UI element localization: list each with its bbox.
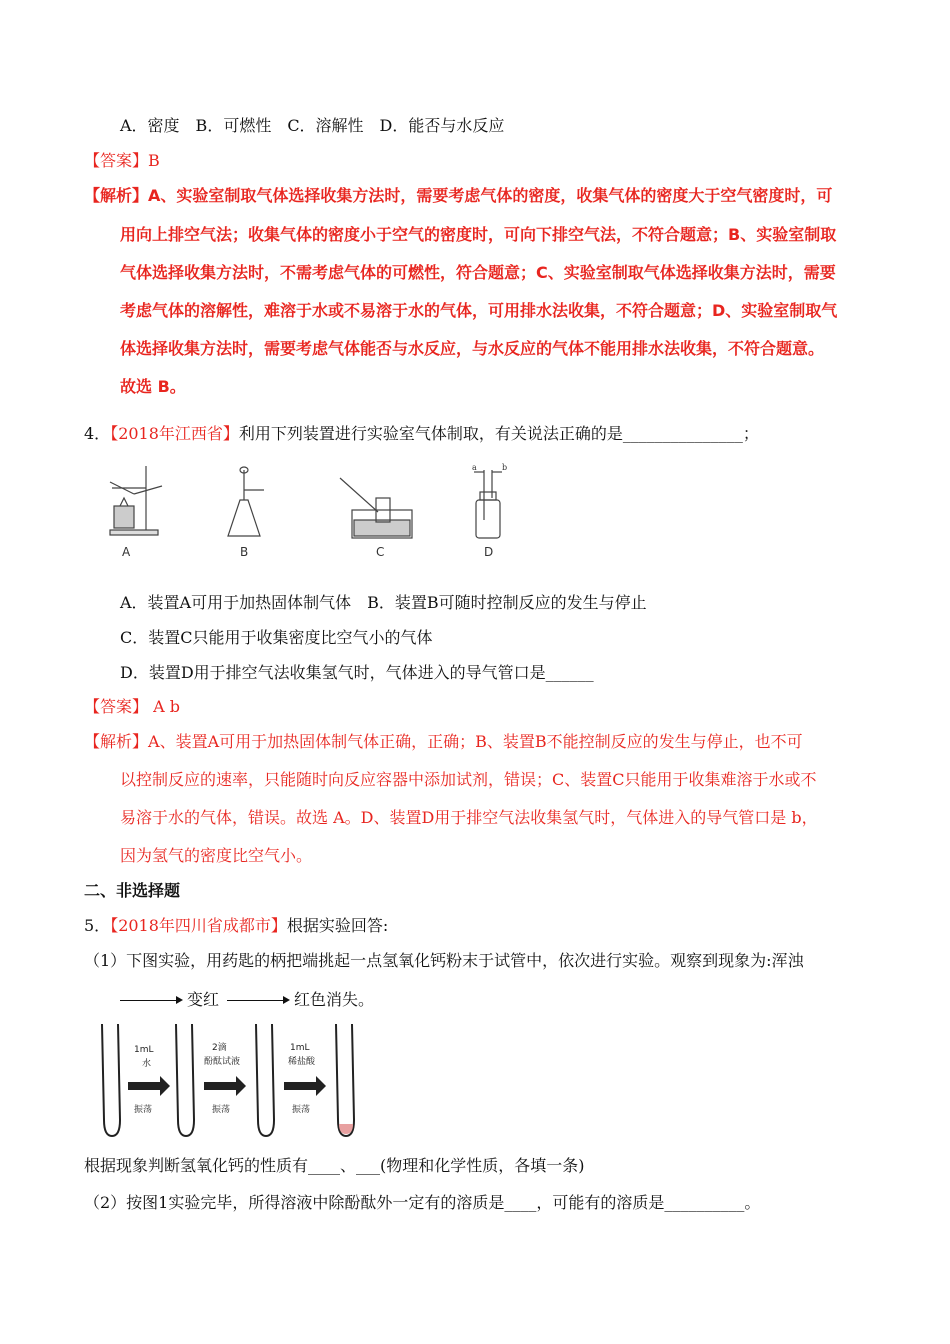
q3-answer [84,151,160,171]
q5-part1-line1: （1）下图实验，用药匙的柄把端挑起一点氢氧化钙粉末于试管中，依次进行实验。观察到现象为:浑浊 [84,951,804,970]
test-tube-figure [98,1020,358,1144]
q3-analysis-line-3: 考虑气体的溶解性，难溶于水或不易溶于水的气体，可用排水法收集，不符合题意；D、实验室制取气 [120,301,838,320]
q4-source: 【2018年江西省】 [110,424,239,443]
q3-analysis-line-2: 气体选择收集方法时，不需考虑气体的可燃性，符合题意；C、实验室制取气体选择收集方法时，需要 [120,263,836,282]
q3-analysis-line-4: 体选择收集方法时，需要考虑气体能否与水反应，与水反应的气体不能用排水法收集，不符合题意。 [120,339,825,358]
tube-label-a: a [472,463,477,472]
q3-options: A．密度 B．可燃性 C．溶解性 D．能否与水反应 [120,116,505,135]
q4-option-ab: A．装置A可用于加热固体制气体 B．装置B可随时控制反应的发生与停止 [120,593,647,612]
figure-label-a: A [122,545,131,559]
q3-analysis-line-1: 用向上排空气法；收集气体的密度小于空气的密度时，可向下排空气法，不符合题意；B、实验室制取 [120,225,837,244]
q3-analysis-line-0: 【解析】A、实验室制取气体选择收集方法时，需要考虑气体的密度，收集气体的密度大于空气密度时，可 [84,186,833,205]
section-title: 二、非选择题 [84,881,181,900]
apparatus-figure [100,460,520,560]
figure-label-b: B [240,545,249,559]
arrow-right-icon [128,1076,170,1096]
analysis-label: 【解析】 [84,732,149,751]
test-tube-1 [102,1024,120,1136]
answer-value: B [148,151,160,170]
q5-number: 5． [84,916,111,935]
figure-label-d: D [484,545,494,559]
test-tube-3 [256,1024,274,1136]
q4-answer [84,697,180,717]
arrow-right-icon [204,1076,246,1096]
step3-mid: 稀盐酸 [288,1057,316,1067]
q5-stem [84,916,388,936]
q4-analysis-line-0: 【解析】A、装置A可用于加热固体制气体正确，正确；B、装置B不能控制反应的发生与停止，也不可 [84,732,803,751]
apparatus-b-drawing [228,467,264,536]
apparatus-c-drawing [340,478,412,538]
arrow-icon [227,1000,283,1001]
q4-stem [84,424,759,444]
q5-part1-line2: 变红 红色消失。 [120,990,374,1010]
step1-top: 1mL [134,1045,154,1055]
apparatus-a-drawing [110,466,162,535]
analysis-label: 【解析】 [84,186,149,205]
q4-option-d: D．装置D用于排空气法收集氢气时，气体进入的导气管口是______ [120,663,594,682]
test-tube-2 [176,1024,194,1136]
step3-top: 1mL [290,1043,310,1053]
q4-stem-text: 利用下列装置进行实验室气体制取，有关说法正确的是_______________； [238,424,759,443]
q5-stem-text: 根据实验回答: [286,916,389,935]
q3-analysis-line-5: 故选 B。 [120,377,186,396]
step1-mid: 水 [142,1059,152,1069]
step1-bottom: 振荡 [134,1105,153,1115]
q5-source: 【2018年四川省成都市】 [110,916,287,935]
arrow-right-icon [284,1076,326,1096]
tube-label-b: b [502,463,508,472]
step2-top: 2滴 [212,1043,227,1053]
answer-label: 【答案】 [84,697,149,716]
test-tube-4 [336,1024,354,1136]
q4-analysis-line-1: 以控制反应的速率，只能随时向反应容器中添加试剂，错误；C、装置C只能用于收集难溶于水或不 [120,770,817,789]
figure-label-c: C [376,545,385,559]
step3-bottom: 振荡 [292,1105,311,1115]
arrow-icon [120,1000,176,1001]
q4-number: 4． [84,424,111,443]
answer-value: A b [148,697,180,716]
q5-part1-question: 根据现象判断氢氧化钙的性质有____、___(物理和化学性质，各填一条) [84,1156,585,1175]
q5-part2-question: （2）按图1实验完毕，所得溶液中除酚酞外一定有的溶质是____，可能有的溶质是__________。 [84,1193,761,1212]
q4-analysis-line-3: 因为氢气的密度比空气小。 [120,846,313,865]
q4-option-c: C．装置C只能用于收集密度比空气小的气体 [120,628,433,647]
arrow-head-icon [176,996,183,1004]
step2-mid: 酚酞试液 [204,1057,241,1067]
apparatus-d-drawing [474,470,502,538]
arrow-head-icon [283,996,290,1004]
q4-analysis-line-2: 易溶于水的气体，错误。故选 A。D、装置D用于排空气法收集氢气时，气体进入的导气管口是 b， [120,808,818,827]
answer-label: 【答案】 [84,151,149,170]
step2-bottom: 振荡 [212,1105,231,1115]
